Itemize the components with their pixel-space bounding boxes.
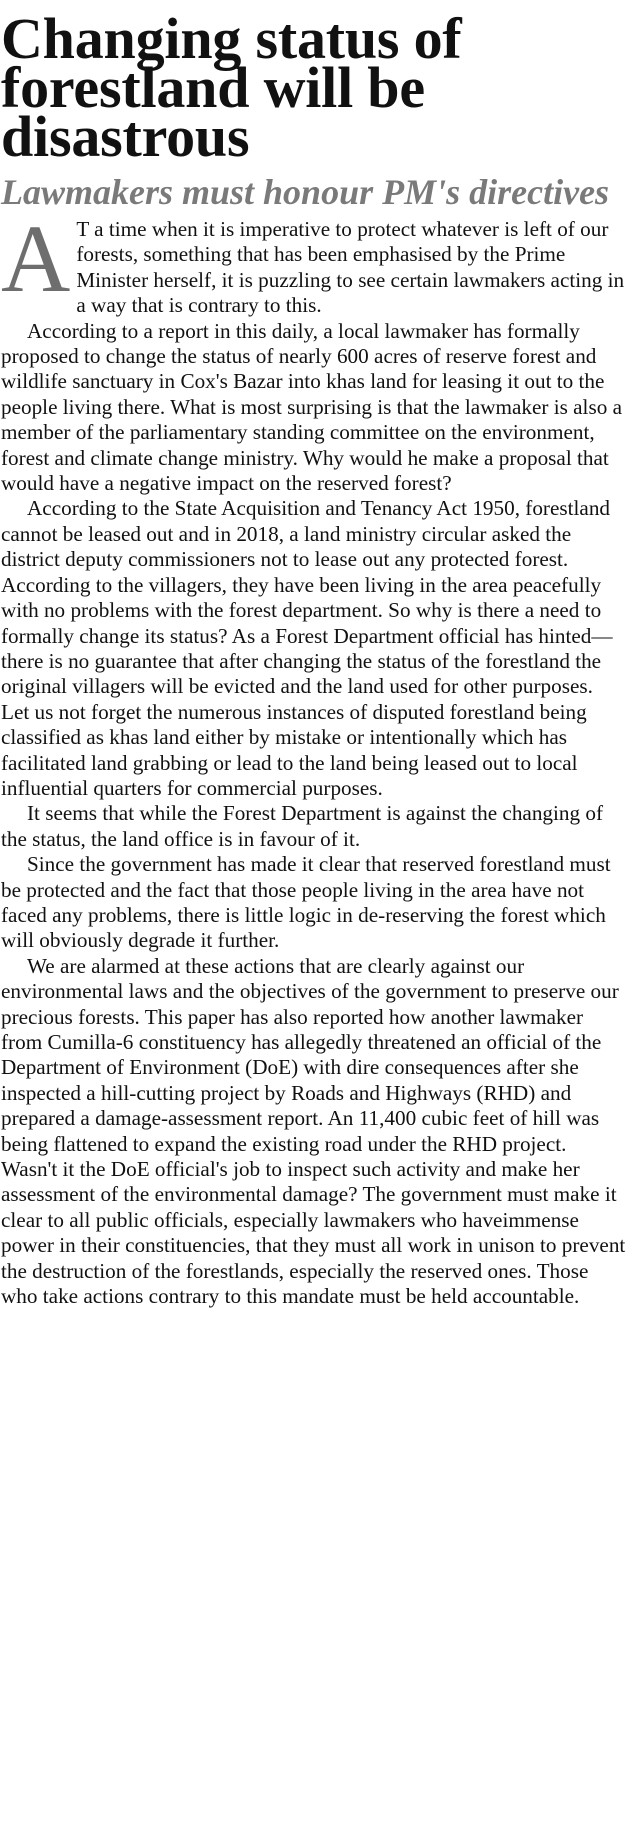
paragraph-5: It seems that while the Forest Department is against the changing of the status, the land office is in favour of it. bbox=[1, 801, 604, 851]
paragraph-3: According to the State Acquisition and Tenancy Act 1950, forestland cannot be leased out and in 2018, a land ministry circular asked the district deputy commissioners not to lease out any protected forest. According to the villagers, they have been living in the area peacefully with no problems with the forest department. So why is there a need to formally change its status? As a Forest Department official has hinted—there is no guarantee that after changing the status of the forestland the original villagers will be evicted and the land used for other purposes. bbox=[1, 496, 613, 699]
paragraph-1 bbox=[1, 205, 627, 319]
paragraph-7: We are alarmed at these actions that are clearly against our environmental laws and the objectives of the government to preserve our precious forests. This paper has also reported how another lawmaker from Cumilla-6 constituency has allegedly threatened an official of the Department of Environment (DoE) with dire consequences after she inspected a hill-cutting project by Roads and Highways (RHD) and prepared a damage-assessment report. An 11,400 cubic feet of hill was being flattened to expand the existing road under the RHD project. Wasn't it the DoE official's job to inspect such activity and make her assessment of the environmental damage? The government must make it clear to all public officials, especially lawmakers who haveimmense power in their constituencies, that they must all work in unison to prevent the destruction of the forestlands, especially the reserved ones. Those who take actions contrary to this mandate must be held accountable. bbox=[1, 953, 626, 1309]
headline: Changing status of forestland will be disastrous bbox=[1, 6, 462, 169]
editorial-article bbox=[0, 6, 629, 1309]
paragraph-2: According to a report in this daily, a local lawmaker has formally proposed to change the status of nearly 600 acres of reserve forest and wildlife sanctuary in Cox's Bazar into khas land for leasing it out to the people living there. What is most surprising is that the lawmaker is also a member of the parliamentary standing committee on the environment, forest and climate change ministry. Why would he make a proposal that would have a negative impact on the reserved forest? bbox=[1, 318, 622, 496]
article-body bbox=[1, 205, 627, 1309]
subheadline: Lawmakers must honour PM's directives bbox=[1, 172, 610, 212]
paragraph-4: Let us not forget the numerous instances of disputed forestland being classified as khas land either by mistake or intentionally which has facilitated land grabbing or lead to the land being leased out to local influential quarters for commercial purposes. bbox=[1, 699, 587, 800]
paragraph-6: Since the government has made it clear that reserved forestland must be protected and the fact that those people living in the area have not faced any problems, there is little logic in de-reserving the forest which will obviously degrade it further. bbox=[1, 852, 611, 953]
paragraph-1-text: T a time when it is imperative to protect whatever is left of our forests, something that has been emphasised by the Prime Minister herself, it is puzzling to see certain lawmakers acting in a way that is contrary to this. bbox=[76, 217, 625, 318]
drop-cap: A bbox=[1, 205, 71, 312]
